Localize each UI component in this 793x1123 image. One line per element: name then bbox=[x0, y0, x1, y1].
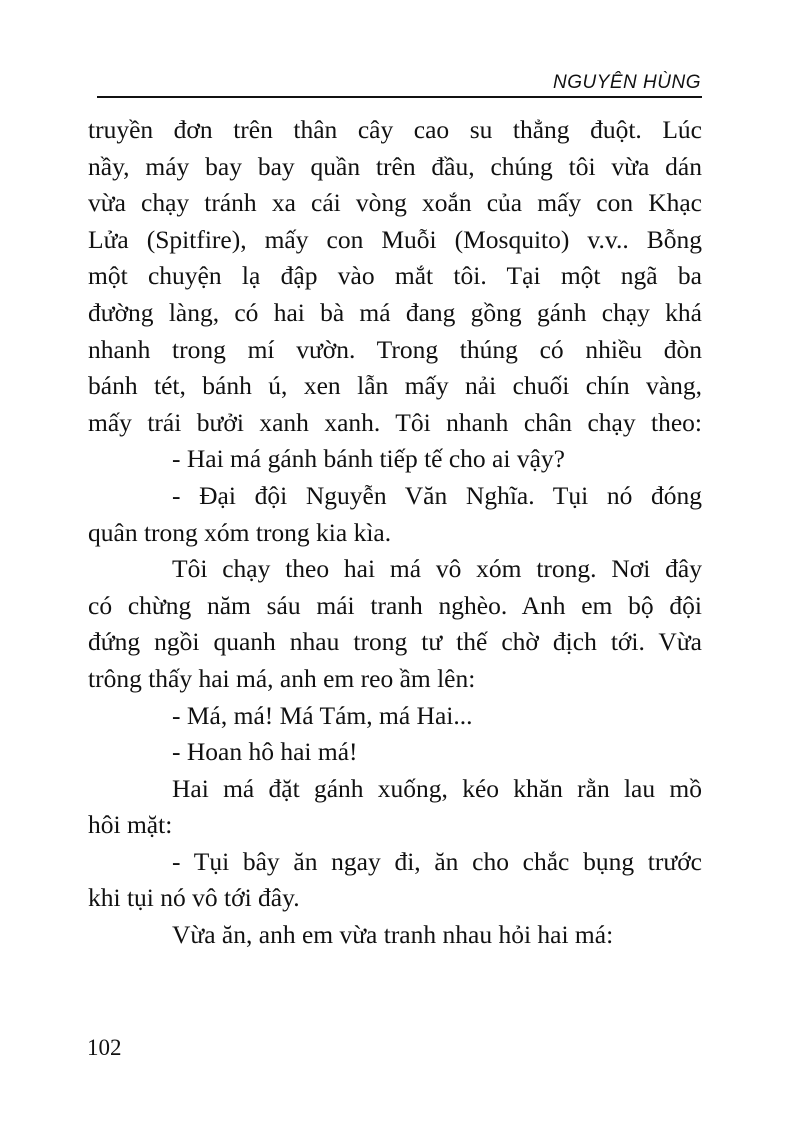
text-line: - Hoan hô hai má! bbox=[172, 737, 358, 767]
text-line: mấy trái bưởi xanh xanh. Tôi nhanh chân chạy theo: bbox=[88, 407, 702, 437]
text-line: - Hai má gánh bánh tiếp tế cho ai vậy? bbox=[172, 444, 565, 474]
text-line: Vừa ăn, anh em vừa tranh nhau hỏi hai má: bbox=[172, 920, 614, 950]
text-line: khi tụi nó vô tới đây. bbox=[88, 883, 300, 913]
text-line: Tôi chạy theo hai má vô xóm trong. Nơi đây bbox=[172, 554, 702, 584]
text-line: trông thấy hai má, anh em reo ầm lên: bbox=[88, 663, 476, 693]
text-line: quân trong xóm trong kia kìa. bbox=[88, 517, 392, 547]
text-line: nầy, máy bay bay quần trên đầu, chúng tôi vừa dán bbox=[88, 151, 702, 181]
text-line: có chừng năm sáu mái tranh nghèo. Anh em bộ đội bbox=[88, 590, 702, 620]
text-line: bánh tét, bánh ú, xen lẫn mấy nải chuối chín vàng, bbox=[88, 371, 702, 401]
text-line: đường làng, có hai bà má đang gồng gánh chạy khá bbox=[88, 297, 702, 327]
text-line: - Má, má! Má Tám, má Hai... bbox=[172, 700, 473, 730]
paragraph bbox=[88, 917, 702, 954]
text-line: Lửa (Spitfire), mấy con Muỗi (Mosquito) v.v.. Bỗng bbox=[88, 224, 702, 254]
text-line: truyền đơn trên thân cây cao su thẳng đuột. Lúc bbox=[88, 115, 702, 144]
text-line: vừa chạy tránh xa cái vòng xoắn của mấy con Khạc bbox=[88, 188, 702, 218]
text-line: hôi mặt: bbox=[88, 810, 173, 840]
page-number: 102 bbox=[87, 1035, 122, 1060]
text-line: Hai má đặt gánh xuống, kéo khăn rằn lau mồ bbox=[172, 773, 702, 803]
paragraph bbox=[88, 551, 702, 697]
dialogue-line bbox=[88, 698, 702, 735]
dialogue-line bbox=[88, 478, 702, 551]
body-text bbox=[88, 112, 702, 954]
dialogue-line bbox=[88, 844, 702, 917]
text-line: một chuyện lạ đập vào mắt tôi. Tại một ngã ba bbox=[88, 261, 702, 291]
running-head-author: NGUYÊN HÙNG bbox=[552, 72, 701, 93]
dialogue-line bbox=[88, 441, 702, 478]
text-line: - Tụi bây ăn ngay đi, ăn cho chắc bụng trước bbox=[172, 846, 702, 876]
text-line: - Đại đội Nguyễn Văn Nghĩa. Tụi nó đóng bbox=[172, 480, 702, 510]
header-rule bbox=[97, 96, 702, 98]
dialogue-line bbox=[88, 734, 702, 771]
paragraph bbox=[88, 771, 702, 844]
text-line: đứng ngồi quanh nhau trong tư thế chờ địch tới. Vừa bbox=[88, 627, 702, 657]
text-line: nhanh trong mí vườn. Trong thúng có nhiều đòn bbox=[88, 334, 702, 364]
paragraph bbox=[88, 112, 702, 441]
